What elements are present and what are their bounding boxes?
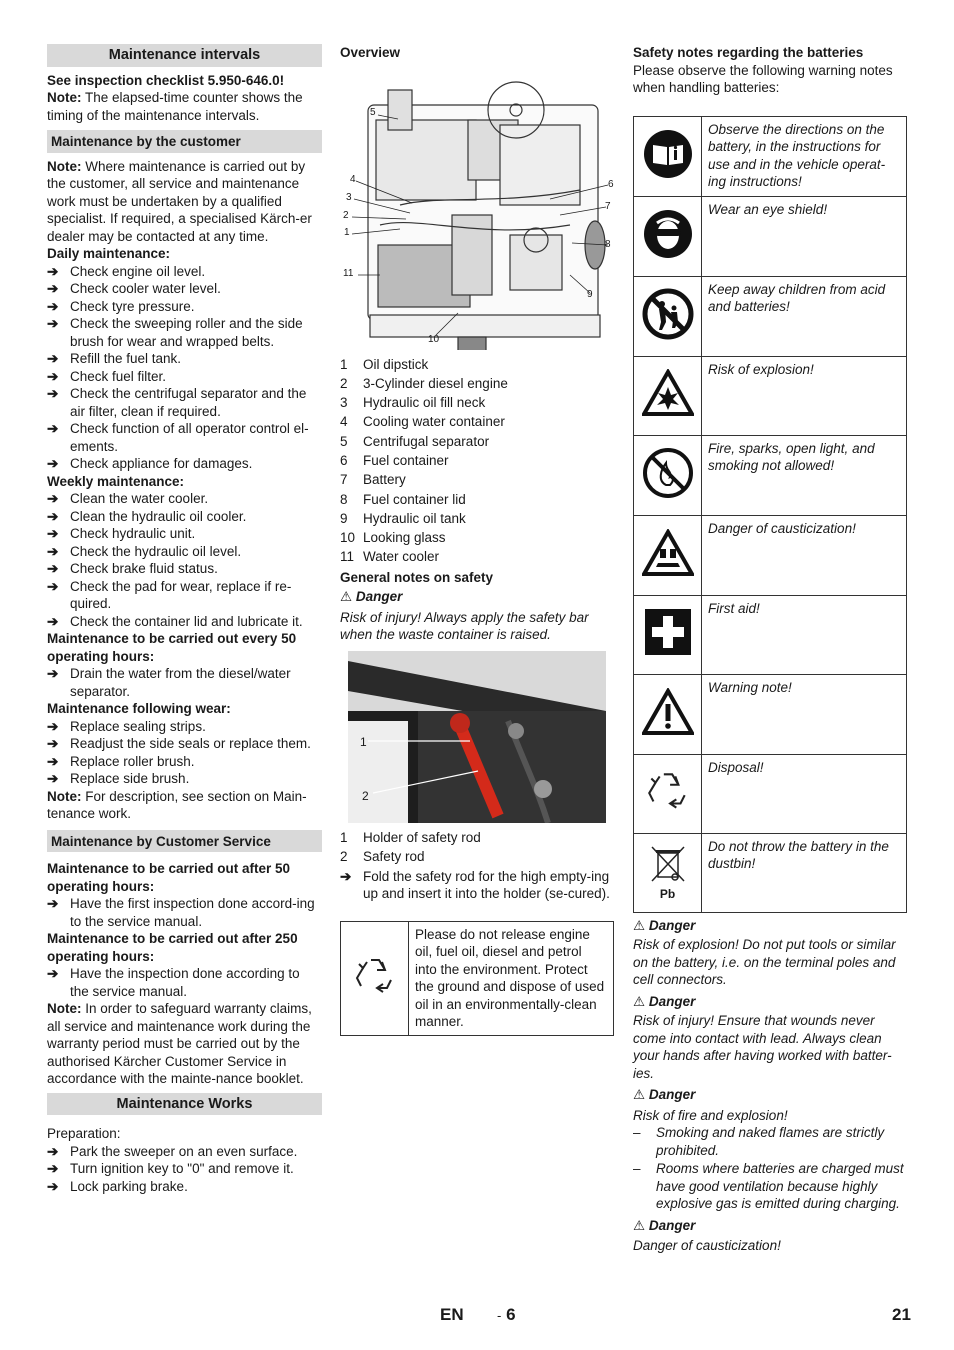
general-safety-heading: General notes on safety (340, 569, 494, 585)
weekly-list (47, 490, 322, 630)
list-item: 10 Looking glass (340, 530, 446, 546)
weekly-label: Weekly maintenance: (47, 473, 185, 489)
callout-10: 10 (428, 333, 440, 345)
callout-1: 1 (344, 226, 350, 238)
symbol-text: Disposal! (702, 754, 907, 833)
list-item: ➔ Refill the fuel tank. (47, 350, 322, 368)
table-row (634, 196, 907, 276)
eye-shield-icon (634, 196, 702, 276)
warning-triangle-icon: ⚠ (633, 993, 646, 1009)
list-item: ➔ Check brake fluid status. (47, 560, 322, 578)
list-item: ➔ Replace sealing strips. (47, 718, 322, 736)
danger-label: ⚠ Danger (633, 993, 696, 1009)
callout-9: 9 (587, 288, 593, 300)
fold-list (340, 868, 614, 903)
recycle-icon (634, 754, 702, 833)
danger-label: ⚠ Danger (633, 1217, 696, 1233)
overview-legend (340, 356, 614, 566)
list-item: ➔ Check the centrifugal separator and the air filter, clean if required. (47, 385, 322, 420)
list-item: ➔ Check the sweeping roller and the side brush for wear and wrapped belts. (47, 315, 322, 350)
list-item: 3 Hydraulic oil fill neck (340, 395, 486, 411)
list-item: ➔ Check appliance for damages. (47, 455, 322, 473)
no-fire-icon (634, 435, 702, 515)
after250-label: Maintenance to be carried out after 250 operating hours: (47, 931, 298, 964)
environment-note-text: Please do not release engine oil, fuel oil, diesel and petrol into the environment. Protect the ground and dispose of used oil in an environmentally-clean manner. (409, 921, 614, 1035)
wear-label: Maintenance following wear: (47, 701, 231, 716)
list-item: ➔ Park the sweeper on an even surface. (47, 1143, 322, 1161)
bin-crossed-icon (634, 833, 702, 912)
symbol-text: Risk of explosion! (702, 356, 907, 435)
list-item: ➔ Have the first inspection done accord-ing to the service manual. (47, 895, 322, 930)
danger-label: ⚠ Danger (340, 589, 403, 605)
list-item: ➔ Lock parking brake. (47, 1178, 322, 1196)
explosion-icon (634, 356, 702, 435)
symbol-text: Fire, sparks, open light, and smoking not allowed! (702, 435, 907, 515)
callout-7: 7 (605, 200, 611, 212)
heading-maintenance-intervals: Maintenance intervals (47, 44, 322, 67)
manual-icon (634, 116, 702, 196)
list-item: 2 Safety rod (340, 849, 425, 865)
danger-text: Risk of injury! Ensure that wounds never come into contact with lead. Always clean your hands after having worked with batter-ies. (633, 1013, 892, 1081)
environment-note-box (340, 921, 614, 1036)
danger-label: ⚠ Danger (633, 917, 696, 933)
no-children-icon (634, 276, 702, 356)
list-item: 5 Centrifugal separator (340, 433, 490, 449)
list-item: ➔ Turn ignition key to "0" and remove it. (47, 1160, 322, 1178)
battery-symbols-table (633, 116, 907, 913)
symbol-text: Do not throw the battery in the dustbin! (702, 833, 907, 912)
safety-rod-photo-icon (348, 651, 606, 823)
after50-label: Maintenance to be carried out after 50 operating hours: (47, 861, 291, 894)
see-checklist: See inspection checklist 5.950-646.0! (47, 72, 285, 88)
safety-rod-photo (348, 651, 606, 823)
callout-8: 8 (605, 238, 611, 250)
footer-language: EN (440, 1305, 464, 1324)
preparation-label: Preparation: (47, 1126, 121, 1141)
wear-list (47, 718, 322, 788)
list-item: ➔ Check cooler water level. (47, 280, 322, 298)
list-item: ➔ Check fuel filter. (47, 368, 322, 386)
danger-text: Danger of causticization! (633, 1238, 781, 1253)
list-item: 2 3-Cylinder diesel engine (340, 375, 508, 391)
list-item: ➔ Check engine oil level. (47, 263, 322, 281)
overview-heading: Overview (340, 45, 401, 60)
daily-list (47, 263, 322, 473)
daily-label: Daily maintenance: (47, 246, 171, 261)
heading-maintenance-works: Maintenance Works (47, 1093, 322, 1116)
note-warranty: Note: In order to safeguard warranty claims, all service and maintenance work during the warranty period must be carried out by the authorised Kärcher Customer Service in accordance with the mainte-nance booklet. (47, 1001, 312, 1086)
list-item: ➔ Readjust the side seals or replace them. (47, 735, 322, 753)
table-row (634, 116, 907, 196)
table-row (634, 515, 907, 595)
danger-text: Risk of fire and explosion! (633, 1107, 788, 1123)
note-customer: Note: Where maintenance is carried out by the customer, all service and maintenance work must be undertaken by a qualified specialist. If required, a specialised Kärch-er dealer may be contacted at any time. (47, 158, 312, 244)
list-item: 1 Holder of safety rod (340, 829, 481, 845)
list-item: ➔ Have the inspection done according to the service manual. (47, 965, 322, 1000)
list-item: ➔ Clean the water cooler. (47, 490, 322, 508)
symbol-text: Wear an eye shield! (702, 196, 907, 276)
list-item: ➔ Replace roller brush. (47, 753, 322, 771)
column-left (47, 44, 322, 1195)
column-right (633, 44, 907, 1255)
list-item: 4 Cooling water container (340, 414, 505, 430)
warning-triangle-icon: ⚠ (633, 1217, 646, 1233)
after50-list (47, 895, 322, 930)
list-item: ➔ Check function of all operator control el-ements. (47, 420, 322, 455)
list-item: ➔ Check hydraulic unit. (47, 525, 322, 543)
note-description: Note: For description, see section on Main-tenance work. (47, 788, 307, 821)
list-item: 1 Oil dipstick (340, 356, 429, 372)
callout-5: 5 (370, 106, 376, 118)
list-item: ➔ Check the pad for wear, replace if re-quired. (47, 578, 322, 613)
table-row (634, 833, 907, 912)
battery-intro: Please observe the following warning notes when handling batteries: (633, 62, 893, 95)
table-row (634, 356, 907, 435)
list-item: 9 Hydraulic oil tank (340, 510, 466, 526)
machine-drawing-icon (340, 65, 614, 350)
list-item: ➔ Clean the hydraulic oil cooler. (47, 508, 322, 526)
list-item: ➔ Check tyre pressure. (47, 298, 322, 316)
table-row (634, 674, 907, 754)
list-item: 8 Fuel container lid (340, 491, 466, 507)
table-row (634, 435, 907, 515)
photo-callout-1: 1 (360, 734, 367, 749)
overview-diagram (340, 65, 614, 350)
column-middle (340, 44, 614, 1036)
list-item: 7 Battery (340, 472, 406, 488)
heading-maintenance-customer: Maintenance by the customer (47, 130, 322, 153)
list-item: ➔ Fold the safety rod for the high empty-ing up and insert it into the holder (se-cured). (340, 868, 614, 903)
symbol-text: First aid! (702, 595, 907, 674)
after250-list (47, 965, 322, 1000)
footer-page-number: 21 (892, 1305, 911, 1324)
caustic-icon (634, 515, 702, 595)
safety-rod-legend (340, 829, 614, 866)
list-item: ➔ Drain the water from the diesel/water separator. (47, 665, 322, 700)
danger-text: Risk of injury! Always apply the safety bar when the waste container is raised. (340, 609, 589, 643)
battery-safety-heading: Safety notes regarding the batteries (633, 45, 864, 60)
list-item: ➔ Check the hydraulic oil level. (47, 543, 322, 561)
symbol-text: Keep away children from acid and batteries! (702, 276, 907, 356)
callout-2: 2 (343, 209, 349, 221)
list-item: – Smoking and naked flames are strictly prohibited. (633, 1124, 907, 1159)
danger-list (633, 1124, 907, 1213)
table-row (634, 276, 907, 356)
pb-label: Pb (659, 886, 676, 901)
callout-11: 11 (343, 267, 354, 279)
symbol-text: Observe the directions on the battery, in the instructions for use and in the vehicle operat-ing instructions! (702, 116, 907, 196)
footer-section: - 6 (497, 1305, 516, 1324)
first-aid-icon (634, 595, 702, 674)
warning-triangle-icon: ⚠ (633, 917, 646, 933)
photo-callout-2: 2 (362, 788, 369, 803)
callout-3: 3 (346, 191, 352, 203)
table-row (634, 595, 907, 674)
recycle-icon (341, 921, 409, 1035)
list-item: – Rooms where batteries are charged must have good ventilation because highly explosive gas is emitted during charging. (633, 1160, 907, 1213)
heading-customer-service: Maintenance by Customer Service (47, 830, 322, 853)
symbol-text: Danger of causticization! (702, 515, 907, 595)
list-item: ➔ Check the container lid and lubricate it. (47, 613, 322, 631)
list-item: 6 Fuel container (340, 452, 449, 468)
note-elapsed-time: Note: The elapsed-time counter shows the timing of the maintenance intervals. (47, 90, 303, 123)
list-item: ➔ Replace side brush. (47, 770, 322, 788)
warning-triangle-icon: ⚠ (340, 589, 353, 605)
callout-6: 6 (608, 178, 614, 190)
callout-4: 4 (350, 173, 356, 185)
table-row (634, 754, 907, 833)
every50-label: Maintenance to be carried out every 50 operating hours: (47, 631, 297, 664)
danger-label: ⚠ Danger (633, 1087, 696, 1102)
list-item: 11 Water cooler (340, 549, 440, 565)
preparation-list (47, 1143, 322, 1196)
danger-text: Risk of explosion! Do not put tools or similar on the battery, i.e. on the terminal poles and cell connectors. (633, 937, 896, 987)
every50-list (47, 665, 322, 700)
warning-triangle-icon: ⚠ (633, 1087, 646, 1102)
warning-icon (634, 674, 702, 754)
symbol-text: Warning note! (702, 674, 907, 754)
